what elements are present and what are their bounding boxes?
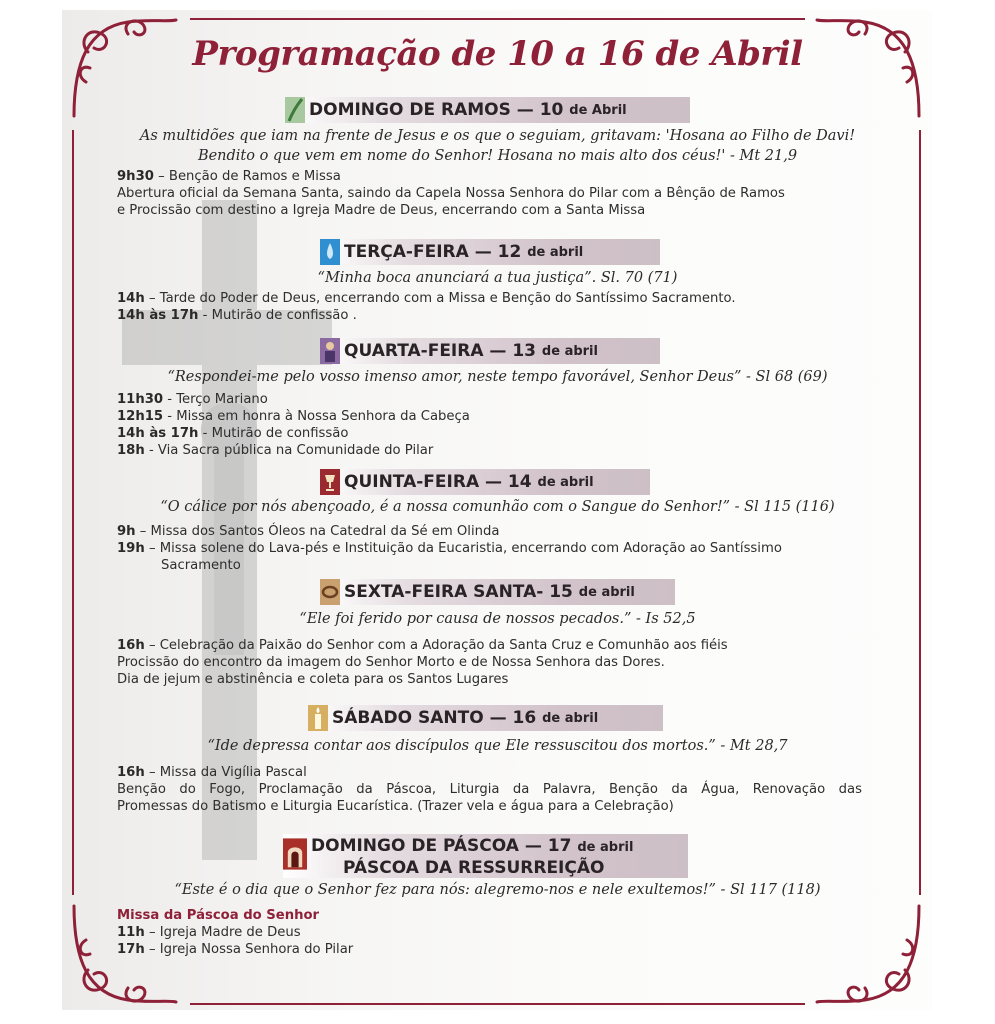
verse-line: “Ele foi ferido por causa de nossos pecados.” - Is 52,5 [299, 611, 696, 627]
day-date: de abril [577, 840, 634, 855]
event-list [117, 637, 877, 688]
day-banner-sabado-santo [308, 705, 663, 731]
event-item: Promessas do Batismo e Liturgia Eucarística. (Trazer vela e água para a Celebração) [117, 799, 674, 814]
verse [80, 268, 915, 288]
event-item: 16h – Celebração da Paixão do Senhor com a Adoração da Santa Cruz e Comunhão aos fiéis [117, 638, 728, 653]
candle-icon [308, 705, 328, 731]
day-date: de abril [527, 244, 584, 260]
verse [80, 126, 915, 166]
day-date: de abril [541, 343, 598, 359]
event-list [117, 168, 877, 219]
event-list [117, 764, 862, 815]
border-right [919, 130, 921, 895]
border-left [72, 130, 74, 895]
verse-line: “Minha boca anunciará a tua justiça”. Sl. 70 (71) [317, 270, 678, 286]
day-subtitle: PÁSCOA DA RESSURREIÇÃO [343, 858, 605, 878]
verse-line: “Ide depressa contar aos discípulos que Ele ressuscitou dos mortos.” - Mt 28,7 [207, 738, 788, 754]
day-date: de abril [578, 584, 635, 600]
event-list [117, 907, 877, 958]
event-item: 12h15 - Missa em honra à Nossa Senhora da Cabeça [117, 409, 470, 424]
event-item: 9h – Missa dos Santos Óleos na Catedral da Sé em Olinda [117, 524, 500, 539]
day-date: de abril [537, 474, 594, 490]
border-bottom [190, 1003, 805, 1005]
water-drop-icon [320, 239, 340, 265]
empty-tomb-icon [283, 837, 307, 871]
day-label-group [311, 836, 633, 878]
verse-line: Bendito o que vem em nome do Senhor! Hosana no mais alto dos céus!' - Mt 21,9 [197, 148, 798, 164]
verse [80, 609, 915, 629]
verse-line: “Este é o dia que o Senhor fez para nós: alegremo-nos e nele exultemos!” - Sl 117 (118) [174, 882, 821, 898]
event-item: 16h – Missa da Vigília Pascal [117, 765, 307, 780]
verse [80, 736, 915, 756]
day-banner-quarta [320, 338, 660, 364]
day-date: de abril [542, 710, 599, 726]
event-item: e Procissão com destino a Igreja Madre de Deus, encerrando com a Santa Missa [117, 203, 646, 218]
day-banner-terca [320, 239, 660, 265]
event-item: 14h às 17h - Mutirão de confissão . [117, 308, 357, 323]
event-item: 11h30 - Terço Mariano [117, 392, 268, 407]
event-item: Dia de jejum e abstinência e coleta para os Santos Lugares [117, 672, 509, 687]
day-label: SEXTA-FEIRA SANTA- 15 [344, 582, 573, 602]
event-list [117, 523, 877, 574]
verse-line: “Respondei-me pelo vosso imenso amor, neste tempo favorável, Senhor Deus” - Sl 68 (69) [167, 369, 828, 385]
chalice-icon [320, 469, 340, 495]
verse [80, 367, 915, 387]
day-label: DOMINGO DE PÁSCOA — 17 [311, 836, 572, 856]
day-banner-domingo-pascoa [283, 834, 688, 878]
event-item: Sacramento [161, 558, 241, 573]
palm-leaf-icon [285, 97, 305, 123]
event-item: 19h – Missa solene do Lava-pés e Instituição da Eucaristia, encerrando com Adoração ao Santíssimo [117, 541, 782, 556]
event-item: Benção do Fogo, Proclamação da Páscoa, Liturgia da Palavra, Benção da Água, Renovação das [117, 782, 862, 797]
day-label: DOMINGO DE RAMOS — 10 [309, 100, 564, 120]
saint-image-icon [320, 338, 340, 364]
day-date: de Abril [569, 102, 627, 118]
page-title: Programação de 10 a 16 de Abril [192, 34, 803, 74]
event-item: Abertura oficial da Semana Santa, saindo da Capela Nossa Senhora do Pilar com a Bênção de Ramos [117, 186, 785, 201]
border-top [190, 18, 805, 20]
event-list [117, 391, 877, 459]
event-list [117, 290, 877, 324]
day-label: TERÇA-FEIRA — 12 [344, 242, 522, 262]
event-item: 14h às 17h - Mutirão de confissão [117, 426, 349, 441]
verse [80, 880, 915, 900]
verse [80, 497, 915, 517]
event-item: 9h30 – Benção de Ramos e Missa [117, 169, 341, 184]
crown-of-thorns-icon [320, 579, 340, 605]
event-item: Procissão do encontro da imagem do Senhor Morto e de Nossa Senhora das Dores. [117, 655, 665, 670]
verse-line: As multidões que iam na frente de Jesus e os que o seguiam, gritavam: 'Hosana ao Filho de Davi! [139, 128, 856, 144]
event-item: 18h - Via Sacra pública na Comunidade do Pilar [117, 443, 434, 458]
verse-line: “O cálice por nós abençoado, é a nossa comunhão com o Sangue do Senhor!” - Sl 115 (116) [160, 499, 835, 515]
event-item: Missa da Páscoa do Senhor [117, 908, 320, 923]
day-label: QUARTA-FEIRA — 13 [344, 341, 536, 361]
event-item: 14h – Tarde do Poder de Deus, encerrando com a Missa e Benção do Santíssimo Sacramento. [117, 291, 736, 306]
day-banner-domingo-ramos [285, 97, 690, 123]
day-label: QUINTA-FEIRA — 14 [344, 472, 532, 492]
day-banner-sexta-santa [320, 579, 675, 605]
event-item: 11h – Igreja Madre de Deus [117, 925, 301, 940]
day-label: SÁBADO SANTO — 16 [332, 708, 537, 728]
event-item: 17h – Igreja Nossa Senhora do Pilar [117, 942, 354, 957]
day-banner-quinta [320, 469, 650, 495]
